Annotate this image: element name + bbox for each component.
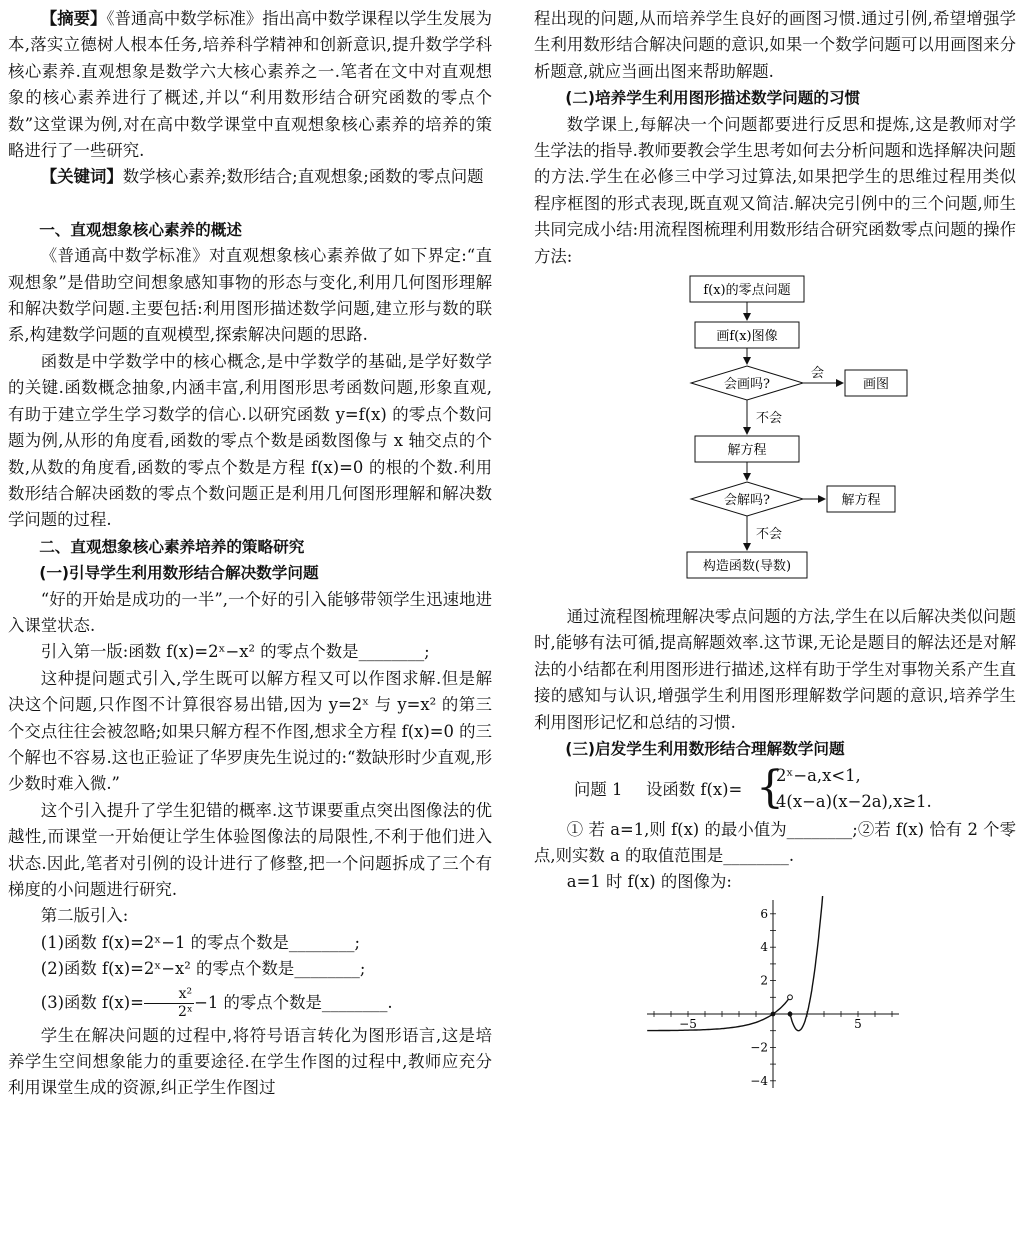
flow-no-label: 不会 bbox=[756, 411, 783, 427]
y-tick-label: −4 bbox=[750, 1073, 768, 1088]
subsection-heading-3: (三)启发学生利用数形结合理解数学问题 bbox=[565, 740, 845, 759]
flowchart bbox=[625, 270, 925, 604]
flow-yes-label: 会 bbox=[811, 366, 825, 382]
subsection-heading-1: (一)引导学生利用数形结合解决数学问题 bbox=[39, 564, 319, 583]
abstract bbox=[8, 6, 492, 164]
keywords-tag: 【关键词】 bbox=[40, 167, 123, 187]
problem-1-parts: ① 若 a=1,则 f(x) 的最小值为________;②若 f(x) 恰有 2 个零点,则实数 a 的取值范围是________. bbox=[534, 819, 1016, 865]
problem-1-case-2: 4(x−a)(x−2a),x≥1. bbox=[776, 791, 932, 811]
keywords-text: 数学核心素养;数形结合;直观想象;函数的零点问题 bbox=[122, 167, 484, 187]
fraction bbox=[144, 986, 194, 1021]
paragraph: 学生在解决问题的过程中,将符号语言转化为图形语言,这是培养学生空间想象能力的重要途径.在学生作图的过程中,教师应充分利用课堂生成的资源,纠正学生作图过 bbox=[8, 1025, 492, 1098]
problem-1-label: 问题 1 bbox=[574, 779, 623, 799]
intro-question-3 bbox=[8, 983, 492, 1023]
curve-branch-2 bbox=[790, 896, 823, 1031]
x-tick-label: 5 bbox=[854, 1016, 862, 1031]
intro-question-2: (2)函数 f(x)=2ˣ−x² 的零点个数是________; bbox=[40, 959, 366, 979]
right-column bbox=[534, 6, 1016, 1092]
paragraph: 《普通高中数学标准》对直观想象核心素养做了如下界定:“直观想象”是借助空间想象感知事物的形态与变化,利用几何图形理解和解决数学问题.主要包括:利用图形描述数学问题,建立形与数的联系,构建数学问题的直观模型,探索解决问题的思路. bbox=[8, 246, 492, 345]
flow-start-label: f(x)的零点问题 bbox=[703, 283, 791, 299]
left-column bbox=[8, 6, 492, 1102]
paragraph: “好的开始是成功的一半”,一个好的引入能够带领学生迅速地进入课堂状态. bbox=[8, 589, 492, 635]
section-heading-2: 二、直观想象核心素养培养的策略研究 bbox=[39, 537, 305, 556]
flow-no-label-2: 不会 bbox=[756, 527, 783, 543]
subsection-heading-2: (二)培养学生利用图形描述数学问题的习惯 bbox=[565, 89, 861, 108]
y-tick-label: 4 bbox=[760, 939, 768, 954]
zero-point bbox=[771, 1011, 776, 1016]
fraction-denominator: 2ˣ bbox=[177, 1003, 193, 1020]
zero-point bbox=[788, 1011, 793, 1016]
problem-1-case-1: 2ˣ−a,x<1, bbox=[776, 765, 861, 785]
problem-1 bbox=[534, 763, 1016, 817]
section-heading-1: 一、直观想象核心素养的概述 bbox=[39, 220, 242, 239]
brace: { bbox=[756, 761, 784, 813]
flow-can-draw-label: 会画吗? bbox=[724, 377, 770, 393]
flow-draw-label: 画图 bbox=[862, 377, 890, 393]
abstract-tag: 【摘要】 bbox=[40, 9, 107, 28]
paragraph: 数学课上,每解决一个问题都要进行反思和提炼,这是教师对学生学法的指导.教师要教会学生思考如何去分析问题和选择解决问题的方法.学生在必修三中学习过算法,如果把学生的思维过程用类似程序框图的形式表现,既直观又简洁.解决完引例中的三个问题,师生共同完成小结:用流程图梳理利用数形结合研究函数零点问题的操作方法: bbox=[534, 114, 1016, 266]
problem-1-stem: 设函数 f(x)= bbox=[646, 779, 743, 799]
flow-can-solve-label: 会解吗? bbox=[724, 493, 770, 509]
flow-draw-graph-label: 画f(x)图像 bbox=[716, 329, 778, 345]
fraction-numerator: x² bbox=[144, 986, 194, 1004]
q3-suffix: −1 的零点个数是________. bbox=[194, 992, 393, 1012]
open-endpoint bbox=[788, 995, 793, 1000]
paragraph: 程出现的问题,从而培养学生良好的画图习惯.通过引例,希望增强学生利用数形结合解决问题的意识,如果一个数学问题可以用画图来分析题意,就应当画出图来帮助解题. bbox=[534, 9, 1016, 81]
paragraph: 函数是中学数学中的核心概念,是中学数学的基础,是学好数学的关键.函数概念抽象,内涵丰富,利用图形思考函数问题,形象直观,有助于建立学生学习数学的信心.以研究函数 y=f(x) 的零点个数问题为例,从形的角度看,函数的零点个数是函数图像与 x 轴交点的个数,从数的角度看,函数的零点个数是方程 f(x)=0 的根的个数.利用数形结合解决函数的零点个数问题正是利用几何图形理解和解决数学问题的过程. bbox=[8, 351, 492, 530]
graph-intro: a=1 时 f(x) 的图像为: bbox=[566, 872, 732, 892]
paragraph: 这个引入提升了学生犯错的概率.这节课要重点突出图像法的优越性,而课堂一开始便让学生体验图像法的局限性,不利于他们进入状态.因此,笔者对引例的设计进行了修整,把一个问题拆成了三个有梯度的小问题进行研究. bbox=[8, 800, 492, 899]
flow-construct-label: 构造函数(导数) bbox=[702, 559, 792, 575]
paragraph: 引入第一版:函数 f(x)=2ˣ−x² 的零点个数是________; bbox=[40, 642, 430, 662]
paragraph: 通过流程图梳理解决零点问题的方法,学生在以后解决类似问题时,能够有法可循,提高解题效率.这节课,无论是题目的解法还是对解法的小结都在利用图形进行描述,这样有助于学生对事物关系产生直接的感知与认识,增强学生利用图形理解数学问题的意识,培养学生利用图形记忆和总结的习惯. bbox=[534, 607, 1016, 732]
function-graph bbox=[645, 896, 905, 1092]
keywords bbox=[8, 164, 492, 190]
q3-prefix: (3)函数 f(x)= bbox=[40, 992, 144, 1012]
y-tick-label: −2 bbox=[750, 1040, 768, 1055]
y-tick-label: 6 bbox=[760, 906, 768, 921]
intro-question-1: (1)函数 f(x)=2ˣ−1 的零点个数是________; bbox=[40, 932, 361, 952]
flow-solve-eq-label: 解方程 bbox=[727, 443, 767, 459]
abstract-text: 《普通高中数学标准》指出高中数学课程以学生发展为本,落实立德树人根本任务,培养科学精神和创新意识,提升数学学科核心素养.直观想象是数学六大核心素养之一.笔者在文中对直观想象的核心素养进行了概述,并以“利用数形结合研究函数的零点个数”这堂课为例,对在高中数学课堂中直观想象核心素养的培养的策略进行了一些研究. bbox=[8, 9, 492, 161]
x-tick-label: −5 bbox=[679, 1016, 697, 1031]
flow-solve-eq2-label: 解方程 bbox=[841, 493, 881, 509]
y-tick-label: 2 bbox=[760, 973, 768, 988]
paragraph: 第二版引入: bbox=[40, 906, 129, 926]
paragraph: 这种提问题式引入,学生既可以解方程又可以作图求解.但是解决这个问题,只作图不计算很容易出错,因为 y=2ˣ 与 y=x² 的第三个交点往往会被忽略;如果只解方程不作图,想求全方程 f(x)=0 的三个解也不容易.这也正验证了华罗庚先生说过的:“数缺形时少直观,形少数时难入微.” bbox=[8, 668, 492, 794]
